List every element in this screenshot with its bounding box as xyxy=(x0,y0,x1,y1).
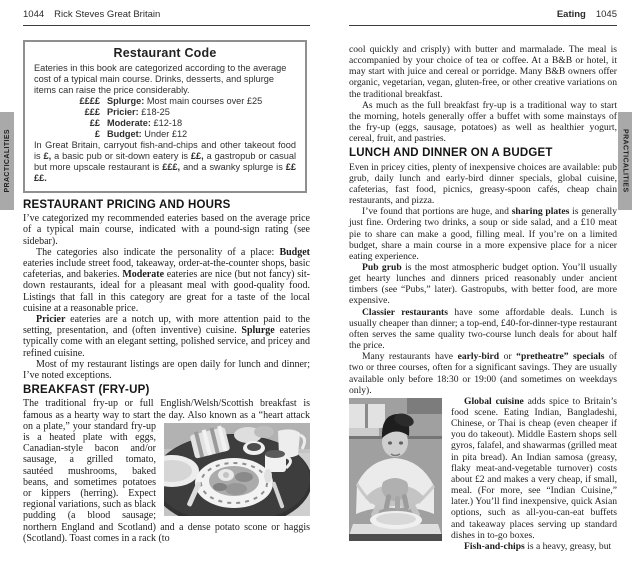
price-symbol: ££££ xyxy=(79,96,100,106)
price-desc: £12-18 xyxy=(153,118,183,128)
box-outro: In Great Britain, carryout fish-and-chips and other takeout food is £, a basic pub or sit-down eatery is ££, a gastropub or casual but more upscale restaurant is £££, and a swanky splurge is ££££. xyxy=(34,140,297,183)
price-tier-row xyxy=(34,107,296,118)
paragraph: The categories also indicate the personality of a place: Budget eateries include street food, takeaway, order-at-the-counter shops, basic cafeterias, and bakeries. Moderate eateries are nice (but not fancy) sit-down restaurants, ideal for a pleasant meal with good-quality food. Listings that fall in this category are great for a taste of the local cuisine at a reasonable price. xyxy=(23,246,310,314)
price-tier-row xyxy=(34,129,296,140)
box-intro: Eateries in this book are categorized according to the average cost of a typical main course. Drinks, desserts, and splurge items can raise the price considerably. xyxy=(34,63,287,95)
paragraph: Fish-and-chips is a heavy, greasy, but xyxy=(464,540,612,552)
paragraph: Pub grub is the most atmospheric budget option. You’ll usually get hearty lunches and dinners priced reasonably under ancient timbers (see “Pubs,” later). Gastropubs, with better food, are more expensive. xyxy=(349,261,618,307)
price-symbol: £££ xyxy=(84,107,100,117)
paragraph: Most of my restaurant listings are open daily for lunch and dinner; I’ve noted exceptions. xyxy=(23,358,310,382)
section-heading-breakfast: BREAKFAST (FRY-UP) xyxy=(23,384,150,397)
price-label: Splurge: xyxy=(107,96,145,106)
price-tier-row xyxy=(34,96,296,107)
section-heading-pricing: RESTAURANT PRICING AND HOURS xyxy=(23,199,231,211)
right-page-header xyxy=(349,9,617,26)
paragraph: Global cuisine adds spice to Britain’s food scene. Eating Indian, Bangladeshi, Chinese, or Thai is cheap (even cheaper if you do takeout). Middle Eastern shops sell gyros, falafel, and shawarmas (grilled meat in pita bread). An Indian samosa (greasy, flaky meat-and-vegetable turnover) costs about £2 and makes a very cheap, if small, meal. (For more, see “Indian Cuisine,” later.) You’ll find inexpensive, quick Asian options, such as all-you-can-eat buffets and takeaway places serving up standard dishes in to-go boxes. xyxy=(349,396,617,541)
chapter-title: Eating xyxy=(556,9,586,20)
restaurant-code-box xyxy=(23,40,307,193)
book-title: Rick Steves Great Britain xyxy=(54,9,161,20)
left-page-header xyxy=(23,9,310,26)
price-label: Budget: xyxy=(107,129,142,139)
price-desc: Under £12 xyxy=(144,129,188,139)
paragraph: Pricier eateries are a notch up, with more attention paid to the setting, presentation, and (often inventive) cuisine. Splurge eateries typically come with an elegant setting, polished service, and pricey and refined cuisine. xyxy=(23,314,310,359)
section-tab-right xyxy=(618,112,632,210)
right-page-number: 1045 xyxy=(595,9,617,20)
left-page-number: 1044 xyxy=(23,9,45,20)
paragraph: As much as the full breakfast fry-up is a traditional way to start the morning, hotels generally offer a buffet with some mainstays of the fry-up (eggs, sausage, potatoes) as well as healthier yogurt, cereal, fruit, and pastries. xyxy=(349,99,617,145)
paragraph: The traditional fry-up or full English/Welsh/Scottish breakfast is famous as a hearty way to start the day. Also known as a “heart attack on a plate,” your standard fry-up is a heated plate with eggs, Canadian-style bacon and/or sausage, a grilled tomato, sautéed mushrooms, baked beans, and sometimes potatoes or kippers (herring). Expect regional variations, such as black pudding (a blood sausage; northern England and Scotland) and a dense potato scone or haggis (Scotland). Toast comes in a rack (to xyxy=(23,398,310,544)
paragraph: Classier restaurants have some affordable deals. Lunch is usually cheaper than dinner; a top-end, £40-for-dinner-type restaurant often serves the same quality two-course lunch deals for about half the price. xyxy=(349,306,617,352)
paragraph: I’ve found that portions are huge, and sharing plates is generally just fine. Ordering two drinks, a soup or side salad, and a £10 meat pie to share can make a good, filling meal. If you’re on a limited budget, share a main course in a more expensive place for a nicer eating experience. xyxy=(349,206,618,262)
section-tab-left xyxy=(0,112,14,210)
price-symbol: £ xyxy=(94,129,100,139)
section-tab-label: PRACTICALITIES xyxy=(3,129,11,193)
right-column xyxy=(349,44,617,552)
paragraph: cool quickly and crisply) with butter and marmalade. The meal is accompanied by your choice of tea or coffee. At a B&B or hotel, it may start with juice and cereal or porridge. Many B&B owners offer organic, vegetarian, vegan, gluten-free, or other creative variations on the traditional breakfast. xyxy=(349,44,617,100)
paragraph: Even in pricey cities, plenty of inexpensive choices are available: pub grub, daily lunch and early-bird dinner specials, global cuisine, cafeterias, fast food, picnics, greasy-spoon cafés, cheap chain restaurants, and pizza. xyxy=(349,161,617,207)
price-desc: £18-25 xyxy=(141,107,170,117)
breakfast-photo xyxy=(164,423,310,516)
paragraph: I’ve categorized my recommended eateries based on the average price of a typical main course, indicated with a pound-sign rating (see sidebar). xyxy=(23,213,310,247)
price-label: Moderate: xyxy=(107,118,151,128)
price-label: Pricier: xyxy=(107,107,139,117)
price-tier-row xyxy=(34,118,296,129)
section-tab-label: PRACTICALITIES xyxy=(621,129,629,193)
left-column xyxy=(23,200,310,544)
price-desc: Most main courses over £25 xyxy=(146,96,263,106)
paragraph: Many restaurants have early-bird or “pretheatre” specials of two or three courses, often for a significant savings. They are usually available only before 18:30 or 19:00 (and sometimes on weekdays only). xyxy=(349,351,617,396)
price-symbol: ££ xyxy=(89,118,100,128)
box-title: Restaurant Code xyxy=(113,46,217,60)
diner-photo xyxy=(349,398,442,541)
section-heading-lunch: LUNCH AND DINNER ON A BUDGET xyxy=(349,147,553,160)
